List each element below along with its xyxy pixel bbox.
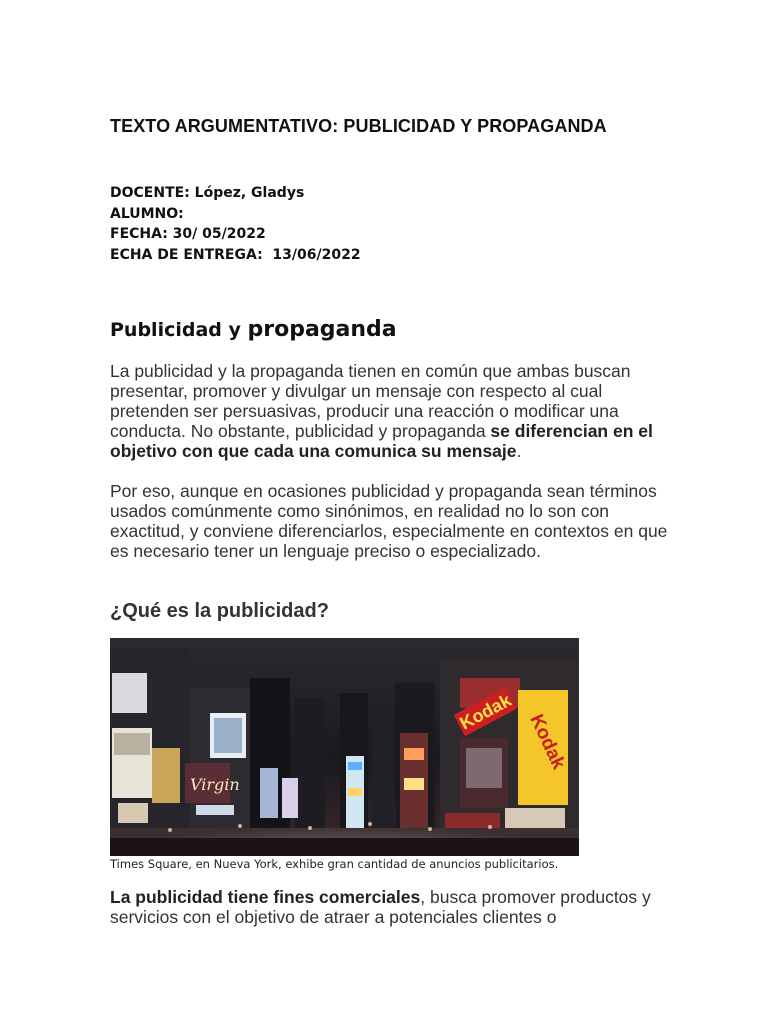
section-subheading: ¿Qué es la publicidad? — [110, 600, 329, 622]
kodak-sign-horizontal: Kodak — [456, 690, 515, 734]
article-heading-part1: Publicidad y — [110, 319, 248, 341]
photo-caption: Times Square, en Nueva York, exhibe gran cantidad de anuncios publicitarios. — [110, 857, 559, 871]
paragraph-3 — [110, 887, 670, 927]
document-meta — [110, 183, 361, 265]
document-title: TEXTO ARGUMENTATIVO: PUBLICIDAD Y PROPAGANDA — [110, 116, 607, 136]
virgin-sign: Virgin — [190, 775, 240, 794]
meta-date: FECHA: 30/ 05/2022 — [110, 226, 266, 242]
paragraph-1-end: . — [516, 441, 522, 461]
paragraph-3-bold: La publicidad tiene fines comerciales — [110, 887, 421, 907]
meta-teacher: DOCENTE: López, Gladys — [110, 185, 305, 201]
article-heading — [110, 314, 397, 342]
paragraph-1-bold: se diferencian en el objetivo con que cada una comunica su mensaje — [110, 421, 653, 461]
meta-student: ALUMNO: — [110, 205, 184, 222]
kodak-sign-vertical: Kodak — [525, 711, 570, 773]
times-square-photo — [110, 638, 579, 856]
article-heading-part2: propaganda — [247, 317, 397, 342]
paragraph-1-text: La publicidad y la propaganda tienen en común que ambas buscan presentar, promover y divulgar un mensaje con respecto al cual pretenden ser persuasivas, producir una reacción o modificar una conducta. No obstante, publicidad y propaganda — [110, 361, 631, 441]
paragraph-1 — [110, 361, 670, 461]
meta-delivery-date: ECHA DE ENTREGA: 13/06/2022 — [110, 246, 361, 263]
paragraph-3-text: , busca promover productos y servicios con el objetivo de atraer a potenciales clientes o — [110, 887, 651, 927]
paragraph-2: Por eso, aunque en ocasiones publicidad y propaganda sean términos usados comúnmente como sinónimos, en realidad no lo son con exactitud, y conviene diferenciarlos, especialmente en contextos en que es necesario tener un lenguaje preciso o especializado. — [110, 481, 668, 561]
